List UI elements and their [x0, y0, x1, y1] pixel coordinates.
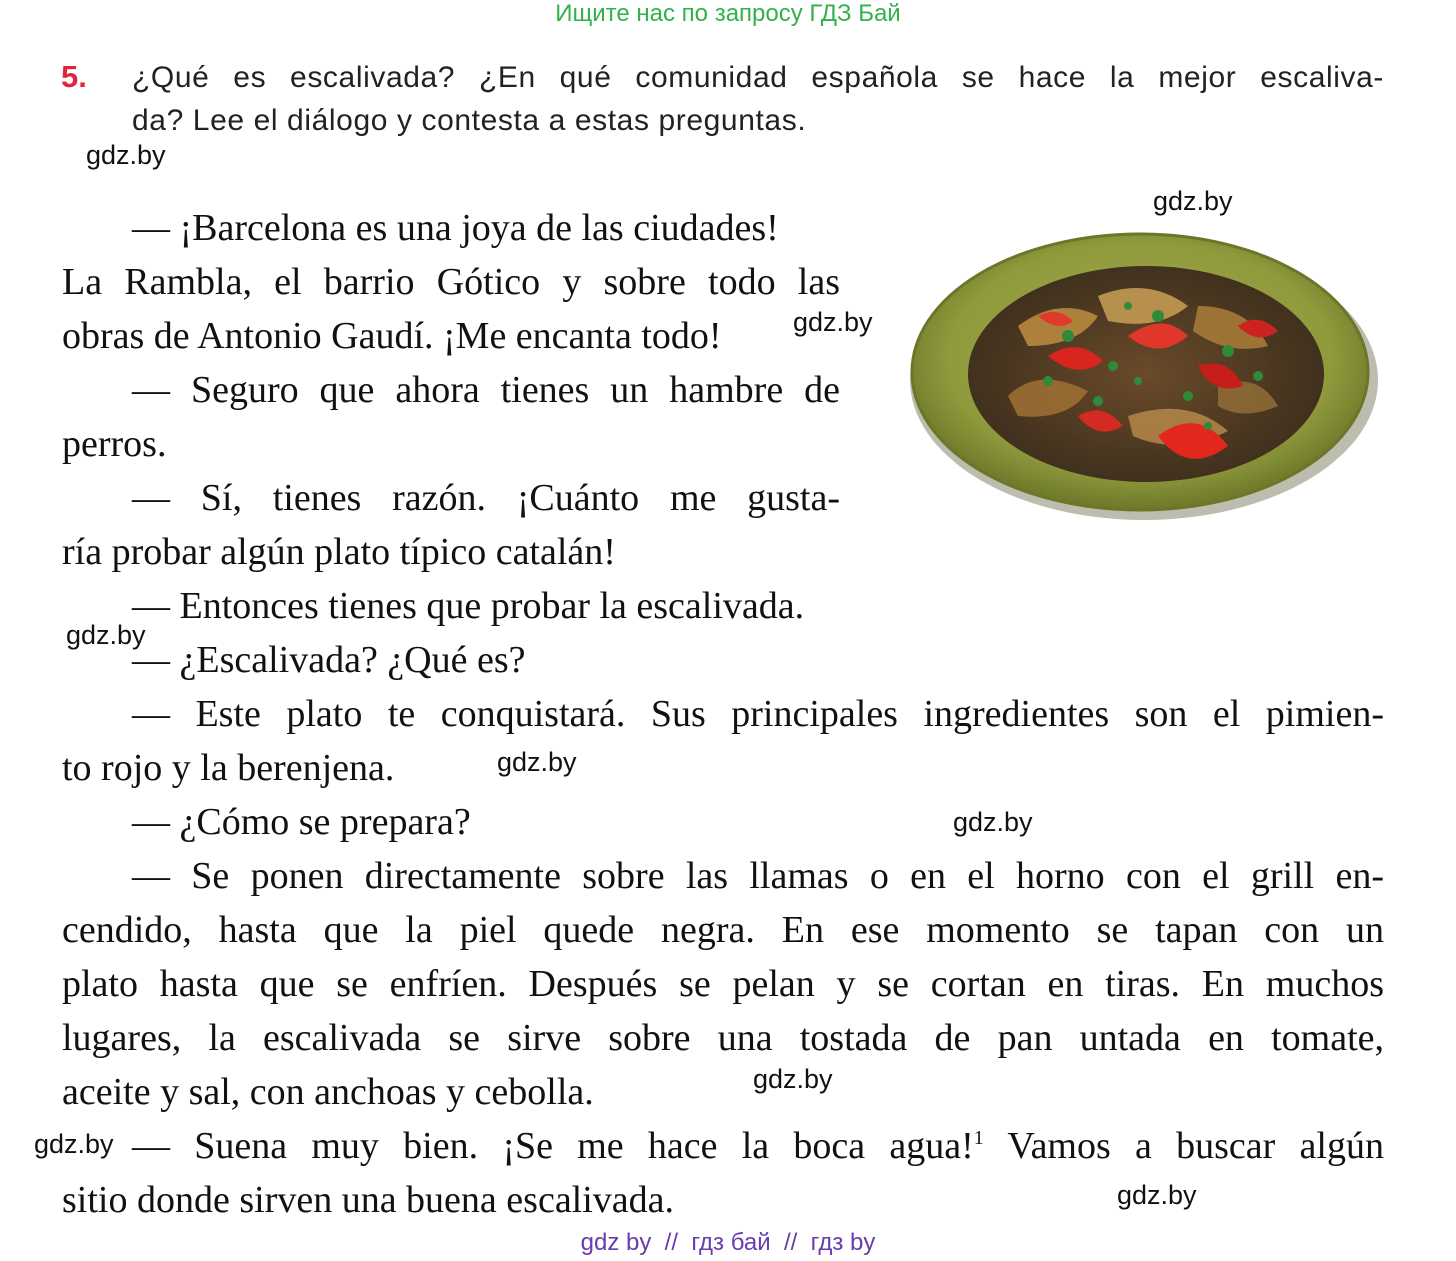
watermark: gdz.by: [1117, 1180, 1197, 1210]
dialog-line: perros.: [62, 423, 167, 465]
footnote-mark: 1: [973, 1127, 984, 1149]
dialog-line: ría probar algún plato típico catalán!: [62, 531, 616, 573]
dialog-line: La Rambla, el barrio Gótico y sobre todo las: [62, 261, 840, 303]
dialog-line: — ¿Cómo se prepara?: [132, 801, 471, 843]
dialog-line: — ¡Barcelona es una joya de las ciudades!: [132, 207, 779, 249]
dialog-line: — Seguro que ahora tienes un hambre de: [132, 369, 840, 411]
dialog-text: Vamos a buscar algún: [983, 1125, 1384, 1167]
watermark: gdz.by: [1153, 186, 1233, 216]
task-line-2: da? Lee el diálogo y contesta a estas preguntas.: [132, 104, 807, 137]
dialog-line: lugares, la escalivada se sirve sobre una tostada de pan untada en tomate,: [62, 1017, 1384, 1059]
watermark: gdz.by: [86, 140, 166, 170]
task-instruction: [132, 56, 1384, 142]
footer-watermark: gdz by // гдз бай // гдз by: [580, 1229, 876, 1256]
dialog-line: aceite y sal, con anchoas y cebolla.: [62, 1071, 594, 1113]
task-number: 5.: [61, 59, 87, 94]
dialog-line: — Sí, tienes razón. ¡Cuánto me gusta-: [132, 477, 840, 519]
dialog-line: — Se ponen directamente sobre las llamas o en el horno con el grill en-: [132, 855, 1384, 897]
dialog-line: [132, 1123, 1384, 1169]
watermark: gdz.by: [34, 1129, 114, 1159]
watermark: gdz.by: [753, 1064, 833, 1094]
dialog-line: — Este plato te conquistará. Sus principales ingredientes son el pimien-: [132, 693, 1384, 735]
watermark: gdz.by: [497, 747, 577, 777]
dialog-line: — ¿Escalivada? ¿Qué es?: [132, 639, 526, 681]
escalivada-dish-image: [898, 216, 1386, 528]
watermark: gdz.by: [953, 807, 1033, 837]
dialog-line: plato hasta que se enfríen. Después se pelan y se cortan en tiras. En muchos: [62, 963, 1384, 1005]
watermark: gdz.by: [793, 307, 873, 337]
watermark: gdz.by: [66, 620, 146, 650]
dialog-line: cendido, hasta que la piel quede negra. En ese momento se tapan con un: [62, 909, 1384, 951]
dialog-line: — Entonces tienes que probar la escalivada.: [132, 585, 805, 627]
dialog-line: obras de Antonio Gaudí. ¡Me encanta todo!: [62, 315, 722, 357]
top-banner: Ищите нас по запросу ГДЗ Бай: [555, 0, 901, 27]
dialog-line: to rojo y la berenjena.: [62, 747, 395, 789]
dialog-line: sitio donde sirven una buena escalivada.: [62, 1179, 675, 1221]
task-line-1: ¿Qué es escalivada? ¿En qué comunidad española se hace la mejor escaliva-: [132, 61, 1384, 94]
dialog-text: — Suena muy bien. ¡Se me hace la boca agua!: [132, 1125, 974, 1167]
